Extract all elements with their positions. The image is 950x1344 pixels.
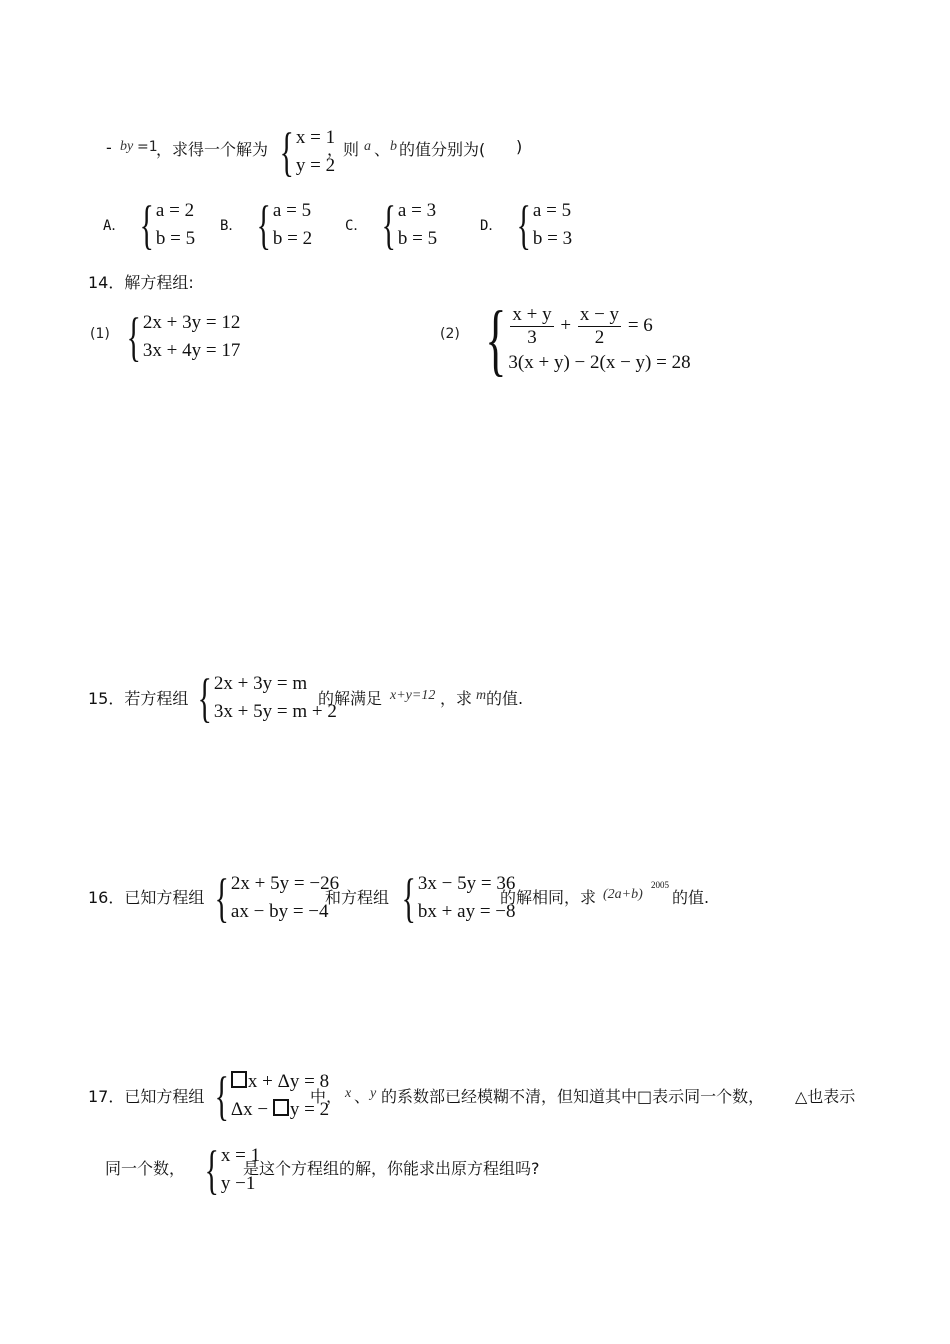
q14-part2-plus: + [560, 314, 572, 336]
q13-prefix: - [106, 138, 112, 157]
q15-system [186, 670, 337, 726]
q13-eq1: =1 [137, 139, 158, 155]
q14-part2-frac2-num: x − y [579, 304, 620, 326]
q16-system1 [203, 870, 339, 926]
q13-option-d-row2: b = 3 [532, 228, 573, 249]
q13-text3: 的值分别为( [399, 140, 486, 159]
q13-by: by [120, 139, 134, 154]
brace-icon: { [401, 868, 416, 928]
q15-text1: 的解满足 [318, 689, 383, 708]
q13-option-b-label: B． [220, 218, 243, 234]
q17-sol-row2: y −1 [220, 1173, 256, 1194]
q16-sys2-row2: bx + ay = −8 [417, 901, 516, 922]
brace-icon: { [279, 122, 294, 182]
q15-text2: ，求 [440, 689, 473, 708]
q17-line2-end: 是这个方程组的解，你能求出原方程组吗? [243, 1159, 540, 1178]
q13-a: a [364, 139, 371, 154]
q13-option-b[interactable] [245, 197, 312, 253]
q13-option-c-label: C． [345, 218, 368, 234]
q13-text1: ，求得一个解为 [156, 140, 269, 159]
q16-sys1-row1: 2x + 5y = −26 [230, 873, 340, 894]
q14-part2-row1 [508, 303, 690, 349]
brace-icon: { [139, 195, 154, 255]
q13-b: b [390, 139, 397, 154]
q16-system2 [390, 870, 516, 926]
q13-sol-row1: x = 1 [295, 127, 336, 148]
q14-part2-frac2-den: 2 [594, 327, 605, 349]
q14-part2-label: (2) [440, 326, 460, 342]
q16-expression: (2a+b) [603, 887, 643, 902]
q14-part2-fraction2 [578, 304, 621, 349]
q15-row2: 3x + 5y = m + 2 [213, 701, 337, 722]
q16-text1: 的解相同，求 [500, 888, 597, 907]
q14-part2-frac1-den: 3 [527, 327, 537, 349]
square-icon [273, 1099, 289, 1116]
brace-icon: { [381, 195, 396, 255]
q13-option-b-row2: b = 2 [272, 228, 313, 249]
brace-icon: { [126, 307, 141, 367]
q16-sys2-row1: 3x − 5y = 36 [417, 873, 516, 894]
q13-option-c[interactable] [370, 197, 437, 253]
q17-y: y [370, 1086, 377, 1101]
q13-option-b-row1: a = 5 [272, 200, 312, 221]
q14-part1-system [115, 309, 240, 365]
q13-option-c-row1: a = 3 [397, 200, 437, 221]
q13-option-d[interactable] [505, 197, 572, 253]
q13-solution [268, 124, 335, 180]
q13-option-a[interactable] [128, 197, 195, 253]
q15-label: 15．若方程组 [88, 689, 189, 708]
q17-line2-start: 同一个数， [105, 1159, 186, 1178]
q13-text2: ，则 [327, 140, 360, 159]
q17-sol-row1: x = 1 [220, 1145, 261, 1166]
q13-option-a-row1: a = 2 [155, 200, 195, 221]
q17-row1-text: x + Δy = 8 [247, 1071, 330, 1092]
q15-m: m [476, 688, 487, 703]
q16-sys1-row2: ax − by = −4 [230, 901, 329, 922]
q13-paren-close: ) [516, 137, 523, 156]
q14-part2-frac1-num: x + y [512, 304, 552, 326]
q13-option-d-row1: a = 5 [532, 200, 572, 221]
q15-text3: 的值. [486, 689, 524, 708]
q16-label: 16．已知方程组 [88, 888, 205, 907]
brace-icon: { [197, 668, 212, 728]
q13-option-c-row2: b = 5 [397, 228, 438, 249]
q14-part1-row1: 2x + 3y = 12 [142, 312, 241, 333]
q14-title: 14．解方程组: [88, 273, 194, 292]
q16-mid: 和方程组 [325, 888, 390, 907]
q14-part2-eq: = 6 [627, 314, 653, 336]
q17-sep: 、 [354, 1087, 371, 1106]
brace-icon: { [204, 1140, 219, 1200]
q14-part1-label: (1) [90, 326, 110, 342]
q17-label: 17．已知方程组 [88, 1087, 205, 1106]
brace-icon: { [214, 868, 229, 928]
brace-icon: { [485, 296, 507, 384]
q14-part2-fraction1 [510, 304, 553, 349]
q17-row2-end: y = 2 [289, 1099, 330, 1120]
q17-row2-start: Δx − [230, 1099, 273, 1120]
q15-row1: 2x + 3y = m [213, 673, 308, 694]
q13-sep: 、 [374, 140, 391, 159]
q16-exponent: 2005 [651, 880, 669, 890]
brace-icon: { [256, 195, 271, 255]
q13-option-a-label: A． [103, 218, 126, 234]
q16-text2: 的值. [672, 888, 710, 907]
q17-text3: △也表示 [795, 1087, 856, 1106]
q13-option-a-row2: b = 5 [155, 228, 196, 249]
q15-condition: x+y=12 [390, 688, 436, 703]
brace-icon: { [516, 195, 531, 255]
q17-text2: 的系数部已经模糊不清，但知道其中□表示同一个数， [381, 1087, 765, 1106]
q17-text1: 中， [310, 1087, 343, 1106]
q14-part2-row2: 3(x + y) − 2(x − y) = 28 [508, 352, 691, 374]
brace-icon: { [214, 1066, 229, 1126]
q14-part1-row2: 3x + 4y = 17 [142, 340, 241, 361]
q13-sol-row2: y = 2 [295, 155, 336, 176]
square-icon [231, 1071, 247, 1088]
q17-x: x [345, 1086, 352, 1101]
q14-part2-system [468, 296, 691, 384]
q13-option-d-label: D． [480, 218, 503, 234]
